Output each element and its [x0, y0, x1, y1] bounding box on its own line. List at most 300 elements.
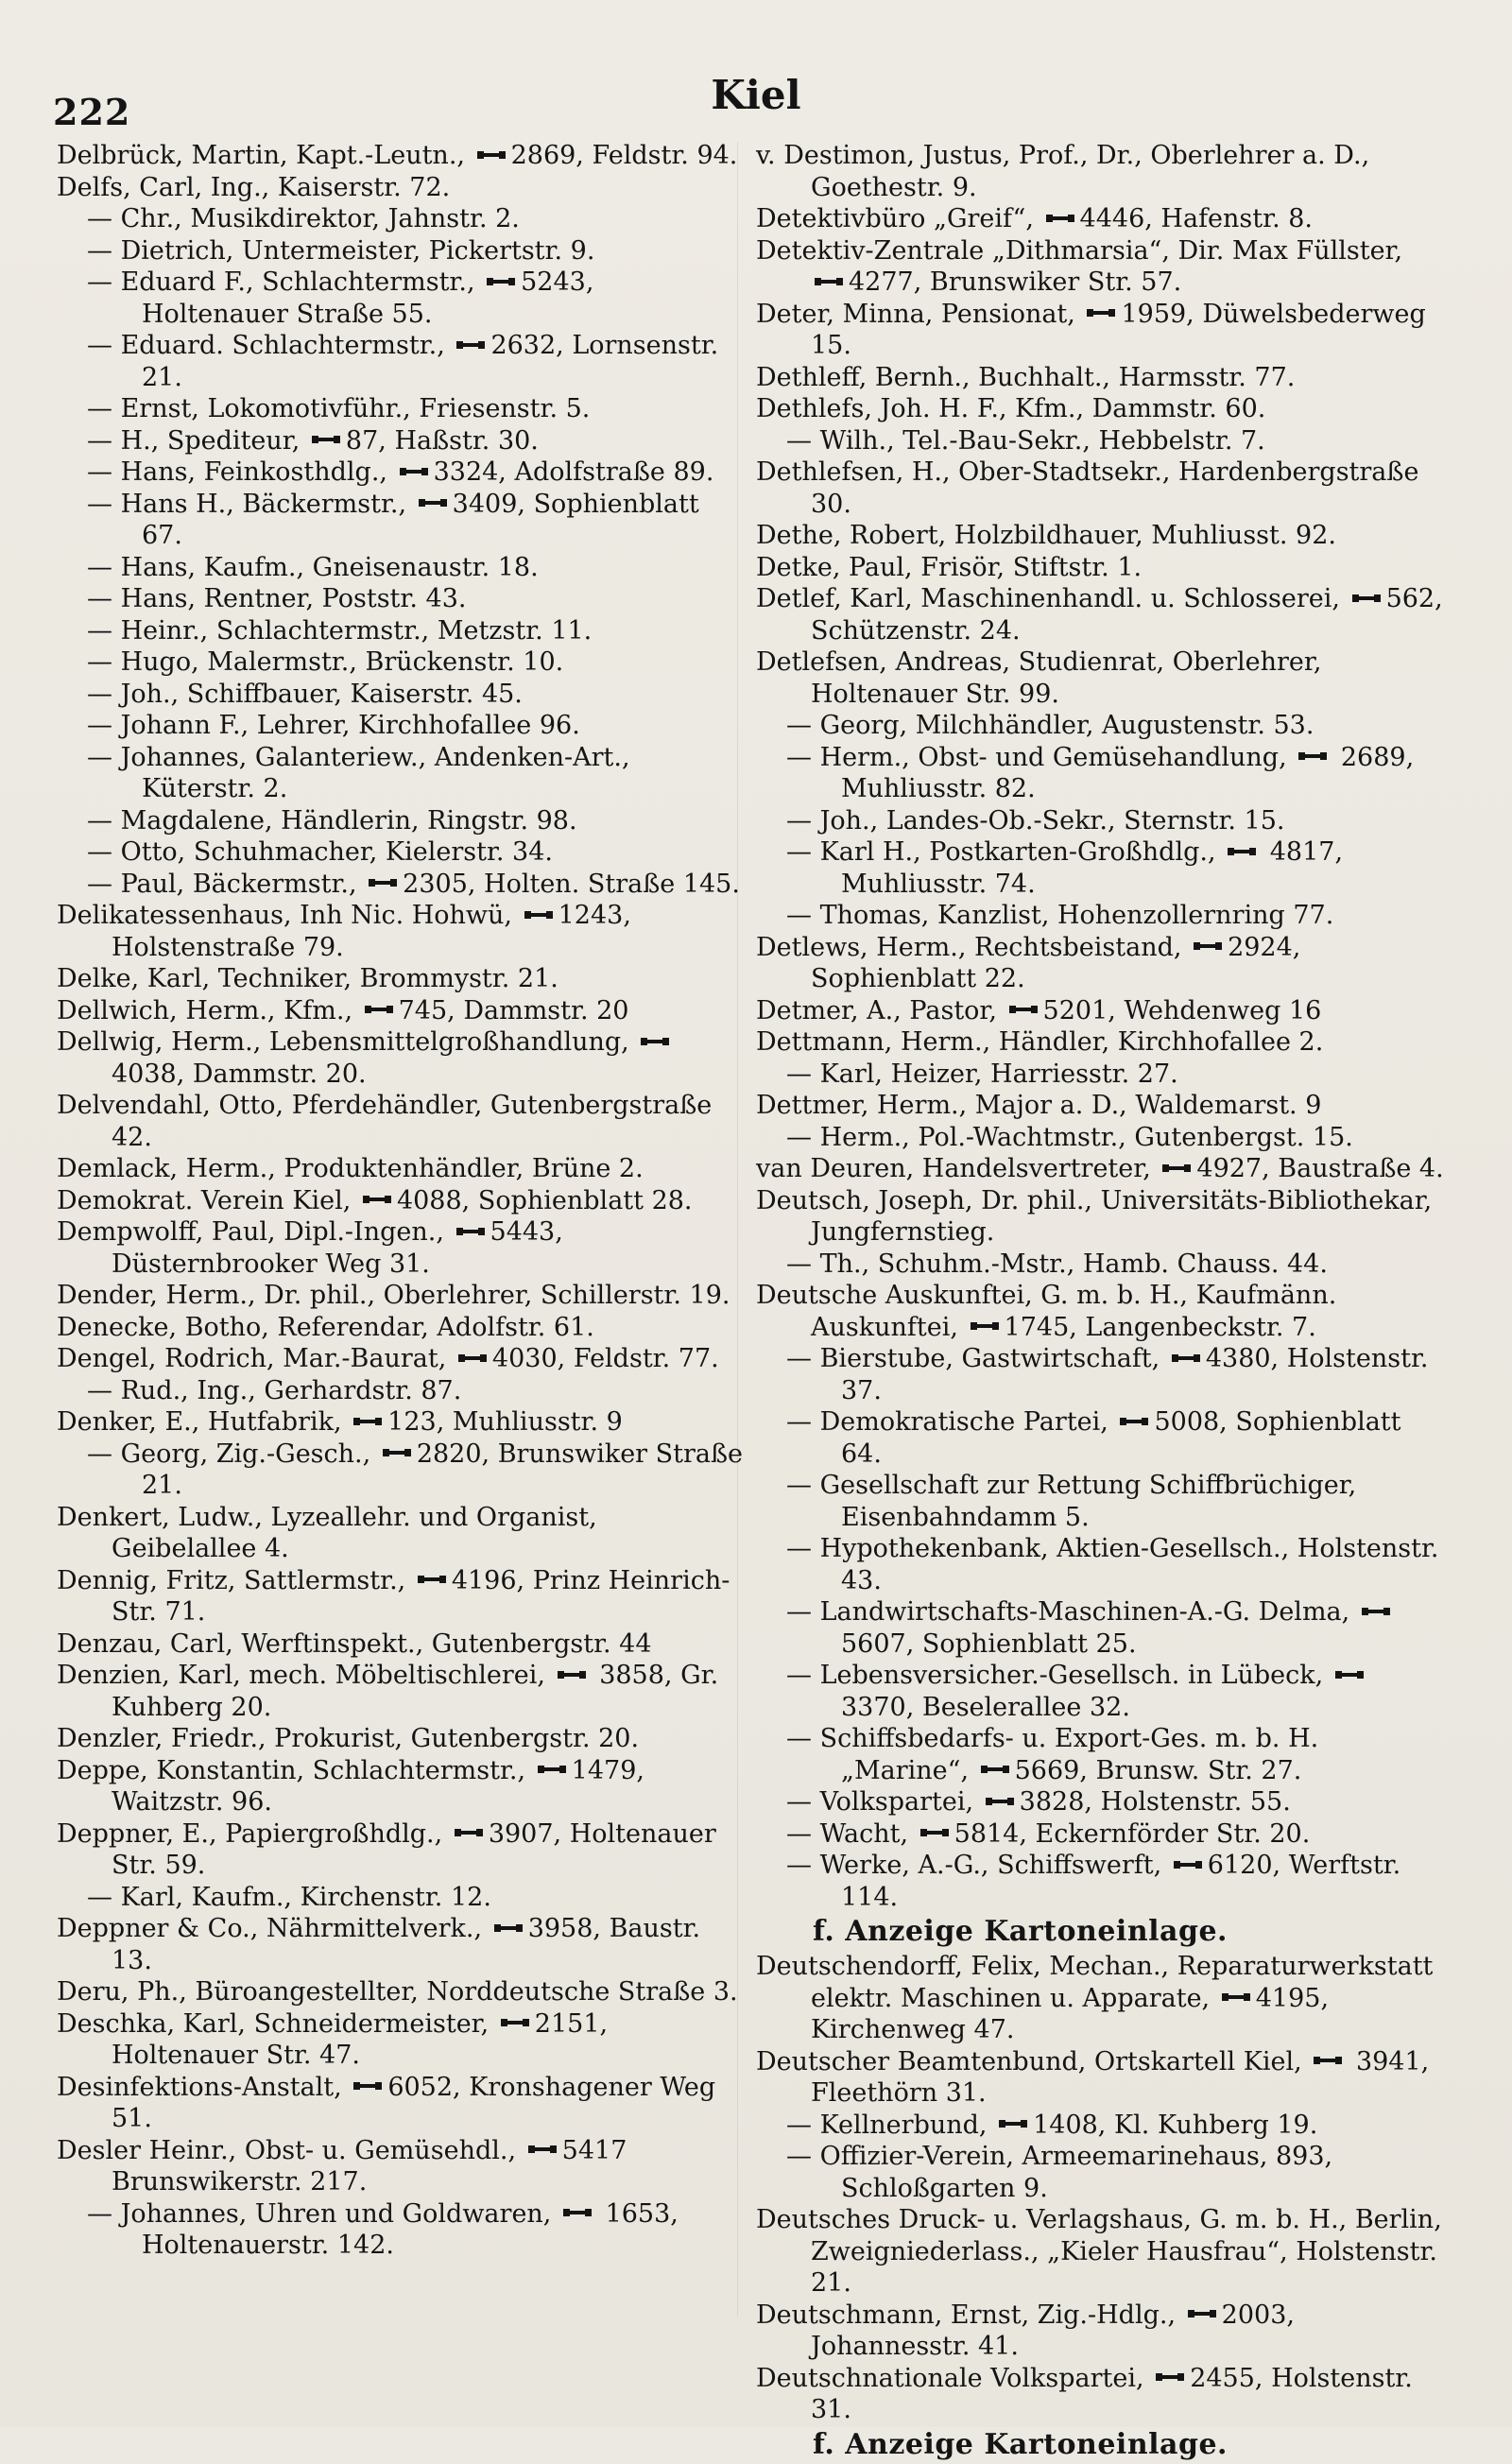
entry-text: Eduard F., Schlachtermstr.,	[120, 267, 475, 297]
directory-entry	[57, 963, 747, 995]
entry-text: Deter, Minna, Pensionat,	[756, 299, 1075, 329]
entry-text: Dennig, Fritz, Sattlermstr.,	[57, 1565, 406, 1595]
directory-subentry	[57, 805, 747, 837]
entry-address: Haßstr. 30.	[394, 425, 539, 456]
directory-entry	[756, 457, 1446, 520]
phone-number: 1408,	[1033, 2110, 1107, 2140]
phone-number: 2305,	[403, 869, 476, 899]
entry-text: Ernst, Lokomotivführ., Friesenstr. 5.	[120, 394, 591, 423]
phone-number: 5243,	[521, 267, 594, 297]
entry-address: Brunswiker Str. 57.	[929, 267, 1182, 297]
entry-text: Demokrat. Verein Kiel,	[57, 1185, 352, 1215]
telephone-icon	[1172, 1352, 1200, 1365]
entry-address: 3941, Fleethörn 31.	[811, 2046, 1430, 2108]
entry-address: Langenbeckstr. 7.	[1085, 1312, 1316, 1342]
telephone-icon	[501, 2016, 529, 2029]
directory-subentry	[57, 583, 747, 615]
telephone-icon	[1046, 212, 1074, 225]
phone-number: 1479,	[571, 1755, 644, 1785]
entry-address: Kronshagener Weg 51.	[112, 2072, 716, 2133]
running-header-city: Kiel	[711, 72, 801, 118]
entry-text: Offizier-Verein, Armeemarinehaus, 893, Schloßgarten 9.	[819, 2142, 1333, 2203]
directory-entry	[57, 2072, 747, 2135]
directory-entry	[57, 2135, 747, 2198]
phone-number: 4446,	[1079, 204, 1153, 233]
directory-subentry	[756, 805, 1446, 837]
phone-number: 5201,	[1042, 995, 1116, 1025]
directory-subentry	[756, 1818, 1446, 1851]
entry-text: Dettmer, Herm., Major a. D., Waldemarst. 9	[756, 1091, 1322, 1120]
entry-text: Detke, Paul, Frisör, Stiftstr. 1.	[756, 552, 1143, 582]
directory-entry	[57, 140, 747, 172]
entry-text: Paul, Bäckermstr.,	[120, 869, 357, 899]
directory-subentry	[57, 710, 747, 742]
entry-address: Sophienblatt 28.	[477, 1185, 693, 1215]
entry-address: Holten. Straße 145.	[484, 869, 740, 899]
telephone-icon	[353, 2079, 382, 2093]
entry-address: Johannesstr. 41.	[811, 2332, 1019, 2361]
entry-text: Denker, E., Hutfabrik,	[57, 1407, 342, 1437]
telephone-icon	[1362, 1605, 1390, 1618]
entry-text: Thomas, Kanzlist, Hohenzollernring 77.	[819, 901, 1334, 930]
directory-subentry	[57, 489, 747, 552]
entry-address: Wehdenweg 16	[1124, 995, 1322, 1025]
directory-subentry	[57, 836, 747, 869]
telephone-icon	[1087, 306, 1115, 319]
entry-text: Deppner, E., Papiergroßhdlg.,	[57, 1818, 443, 1849]
entry-text: Detlef, Karl, Maschinenhandl. u. Schlosserei,	[756, 584, 1340, 613]
phone-number: 3409,	[452, 489, 525, 519]
directory-entry	[756, 552, 1446, 584]
phone-number: 4380,	[1205, 1344, 1280, 1373]
phone-number: 2924,	[1228, 932, 1301, 962]
entry-text: Herm., Obst- und Gemüsehandlung,	[819, 742, 1287, 772]
entry-text: Joh., Schiffbauer, Kaiserstr. 45.	[120, 679, 523, 709]
entry-text: Johannes, Uhren und Goldwaren,	[120, 2198, 552, 2229]
telephone-icon	[353, 1415, 382, 1428]
directory-entry	[756, 393, 1446, 425]
entry-text: Karl, Heizer, Harriesstr. 27.	[819, 1059, 1178, 1089]
entry-text: Bierstube, Gastwirtschaft,	[819, 1344, 1160, 1373]
entry-text: Dettmann, Herm., Händler, Kirchhofallee 2.	[756, 1027, 1324, 1057]
telephone-icon	[312, 433, 340, 446]
directory-subentry	[57, 1375, 747, 1407]
directory-entry	[57, 1185, 747, 1217]
telephone-icon	[1314, 2054, 1342, 2067]
reference-note: f. Anzeige Kartoneinlage.	[813, 2427, 1228, 2461]
entry-text: H., Spediteur,	[120, 425, 301, 456]
phone-number: 5417	[561, 2135, 627, 2165]
directory-subentry	[756, 1596, 1446, 1660]
directory-entry	[756, 2046, 1446, 2110]
phone-number: 5443,	[490, 1217, 563, 1247]
directory-entry	[756, 2363, 1446, 2426]
phone-number: 2455,	[1190, 2363, 1263, 2393]
directory-subentry	[57, 615, 747, 647]
directory-entry	[756, 140, 1446, 203]
phone-number: 2820,	[416, 1439, 490, 1469]
telephone-icon	[1228, 845, 1256, 858]
telephone-icon	[418, 1573, 446, 1586]
directory-subentry	[57, 646, 747, 679]
directory-entry	[756, 1090, 1446, 1122]
directory-entry	[57, 1090, 747, 1153]
reference-note: f. Anzeige Kartoneinlage.	[813, 1915, 1228, 1948]
entry-address: Lornsenstr. 21.	[142, 331, 719, 392]
telephone-icon	[477, 148, 506, 162]
entry-text: Dellwich, Herm., Kfm.,	[57, 995, 353, 1025]
entry-address: Hafenstr. 8.	[1160, 204, 1313, 233]
telephone-icon	[641, 1035, 669, 1048]
telephone-icon	[986, 1795, 1014, 1808]
entry-text: Rud., Ing., Gerhardstr. 87.	[120, 1375, 462, 1405]
entry-address: Sophienblatt 64.	[841, 1407, 1401, 1469]
directory-subentry	[756, 2110, 1446, 2142]
directory-subentry	[57, 552, 747, 584]
phone-number: 1243,	[558, 901, 631, 930]
entry-text: Dempwolff, Paul, Dipl.-Ingen.,	[57, 1217, 444, 1247]
entry-text: Deutsch, Joseph, Dr. phil., Universitäts-Bibliothekar, Jungfernstieg.	[756, 1185, 1433, 1247]
entry-address: Kirchenweg 47.	[811, 2015, 1015, 2044]
telephone-icon	[458, 1352, 487, 1365]
directory-entry	[57, 900, 747, 963]
directory-entry	[756, 1185, 1446, 1249]
entry-address: Adolfstraße 89.	[514, 457, 714, 487]
directory-entry	[57, 1913, 747, 1976]
telephone-icon	[558, 1668, 586, 1681]
directory-subentry	[756, 1723, 1446, 1786]
entry-text: Lebensversicher.-Gesellsch. in Lübeck,	[819, 1661, 1324, 1690]
phone-number: 4088,	[396, 1185, 471, 1215]
phone-number: 3958,	[527, 1914, 601, 1943]
left-column	[57, 140, 747, 2262]
telephone-icon	[383, 1446, 411, 1459]
directory-subentry	[57, 235, 747, 267]
directory-subentry	[57, 679, 747, 711]
entry-address: Düwelsbederweg 15.	[811, 299, 1426, 360]
entry-text: Th., Schuhm.-Mstr., Hamb. Chauss. 44.	[819, 1249, 1328, 1279]
directory-subentry	[756, 1533, 1446, 1596]
entry-text: Dender, Herm., Dr. phil., Oberlehrer, Schillerstr. 19.	[57, 1281, 730, 1310]
directory-entry	[57, 1280, 747, 1312]
entry-text: Schiffsbedarfs- u. Export-Ges. m. b. H. „Marine“,	[819, 1724, 1319, 1785]
entry-text: Deutscher Beamtenbund, Ortskartell Kiel,	[756, 2046, 1302, 2076]
directory-subentry	[756, 425, 1446, 457]
telephone-icon	[981, 1763, 1009, 1776]
directory-entry	[57, 1628, 747, 1661]
directory-subentry	[756, 2141, 1446, 2204]
directory-entry	[57, 1026, 747, 1090]
telephone-icon	[363, 1193, 391, 1206]
entry-text: Dellwig, Herm., Lebensmittelgroßhandlung,	[57, 1027, 629, 1057]
entry-address: Dammstr. 20.	[192, 1059, 367, 1089]
entry-address: Sophienblatt 67.	[142, 489, 699, 550]
entry-text: Johann F., Lehrer, Kirchhofallee 96.	[120, 711, 580, 740]
entry-text: Deppe, Konstantin, Schlachtermstr.,	[57, 1755, 526, 1785]
directory-subentry	[57, 742, 747, 805]
entry-text: Detlews, Herm., Rechtsbeistand,	[756, 932, 1182, 962]
entry-text: Denkert, Ludw., Lyzeallehr. und Organist, Geibelallee 4.	[57, 1502, 597, 1563]
directory-subentry	[756, 1122, 1446, 1154]
entry-text: Landwirtschafts-Maschinen-A.-G. Delma,	[819, 1597, 1350, 1627]
directory-subentry	[756, 1470, 1446, 1533]
directory-subentry	[756, 900, 1446, 932]
entry-address: Werftstr. 114.	[841, 1851, 1401, 1912]
directory-entry	[756, 995, 1446, 1027]
entry-text: Dengel, Rodrich, Mar.-Baurat,	[57, 1344, 447, 1373]
phone-number: 4277,	[849, 267, 922, 297]
entry-text: Deutsches Druck- u. Verlagshaus, G. m. b. H., Berlin, Zweigniederlass., „Kieler Hausfrau“, Holstenstr. 21.	[756, 2205, 1442, 2298]
entry-text: Denecke, Botho, Referendar, Adolfstr. 61.	[57, 1312, 594, 1342]
telephone-icon	[1352, 592, 1381, 605]
entry-address: Brunsw. Str. 27.	[1095, 1755, 1302, 1785]
entry-text: Deutsche Auskunftei, G. m. b. H., Kaufmänn. Auskunftei,	[756, 1281, 1337, 1342]
entry-text: Dethlefsen, H., Ober-Stadtsekr., Hardenbergstraße 30.	[756, 457, 1419, 519]
directory-subentry	[57, 457, 747, 489]
directory-subentry	[756, 1850, 1446, 1913]
phone-number: 5669,	[1014, 1755, 1088, 1785]
telephone-icon	[369, 876, 397, 889]
telephone-icon	[999, 2117, 1027, 2130]
entry-text: Detektiv-Zentrale „Dithmarsia“, Dir. Max Füllster,	[756, 235, 1403, 266]
directory-entry	[57, 1660, 747, 1723]
entry-text: Dietrich, Untermeister, Pickertstr. 9.	[120, 235, 595, 266]
directory-entry	[57, 1216, 747, 1280]
entry-text: Denzien, Karl, mech. Möbeltischlerei,	[57, 1661, 546, 1690]
entry-text: van Deuren, Handelsvertreter,	[756, 1154, 1151, 1183]
directory-subentry	[57, 203, 747, 235]
entry-text: Deschka, Karl, Schneidermeister,	[57, 2008, 490, 2039]
directory-entry	[57, 1976, 747, 2008]
phone-number: 4927,	[1196, 1154, 1270, 1183]
entry-text: Johannes, Galanteriew., Andenken-Art., Küterstr. 2.	[120, 742, 630, 803]
entry-text: Hans H., Bäckermstr.,	[120, 489, 407, 519]
entry-text: Dethlefs, Joh. H. F., Kfm., Dammstr. 60.	[756, 394, 1266, 423]
entry-address: Baustraße 4.	[1278, 1154, 1444, 1183]
telephone-icon	[1156, 2370, 1184, 2384]
phone-number: 6120,	[1207, 1851, 1281, 1880]
entry-text: Deutschendorff, Felix, Mechan., Reparaturwerkstatt elektr. Maschinen u. Apparate,	[756, 1952, 1434, 2013]
phone-number: 2003,	[1221, 2300, 1295, 2330]
telephone-icon	[456, 1225, 485, 1238]
phone-number: 5607,	[841, 1628, 915, 1659]
entry-address: 3858, Gr. Kuhberg 20.	[112, 1661, 719, 1722]
entry-text: Joh., Landes-Ob.-Sekr., Sternstr. 15.	[819, 805, 1285, 836]
directory-subentry	[756, 1786, 1446, 1818]
directory-entry	[756, 932, 1446, 995]
entry-text: Delvendahl, Otto, Pferdehändler, Gutenbergstraße 42.	[57, 1091, 713, 1152]
entry-text: Detlefsen, Andreas, Studienrat, Oberlehrer, Holtenauer Str. 99.	[756, 647, 1322, 709]
telephone-icon	[419, 496, 447, 509]
entry-text: Heinr., Schlachtermstr., Metzstr. 11.	[120, 615, 593, 646]
directory-entry	[57, 2008, 747, 2072]
directory-entry	[756, 362, 1446, 394]
telephone-icon	[1174, 1858, 1202, 1871]
entry-text: Deppner & Co., Nährmittelverk.,	[57, 1914, 483, 1943]
entry-text: Gesellschaft zur Rettung Schiffbrüchiger, Eisenbahndamm 5.	[819, 1471, 1357, 1532]
phone-number: 123,	[387, 1407, 445, 1437]
entry-text: Herm., Pol.-Wachtmstr., Gutenbergst. 15.	[819, 1122, 1353, 1152]
phone-number: 4038,	[112, 1059, 185, 1089]
directory-subentry	[57, 1439, 747, 1502]
directory-subentry	[57, 393, 747, 425]
telephone-icon	[538, 1763, 566, 1776]
entry-text: Georg, Zig.-Gesch.,	[120, 1439, 371, 1469]
entry-text: Georg, Milchhändler, Augustenstr. 53.	[819, 711, 1314, 740]
telephone-icon	[1188, 2307, 1216, 2320]
telephone-icon	[400, 465, 428, 478]
entry-text: Hugo, Malermstr., Brückenstr. 10.	[120, 647, 564, 677]
directory-entry	[756, 2300, 1446, 2363]
directory-entry	[756, 583, 1446, 646]
entry-text: Hans, Feinkosthdlg.,	[120, 457, 387, 487]
telephone-icon	[1298, 750, 1327, 763]
entry-text: Hans, Kaufm., Gneisenaustr. 18.	[120, 552, 539, 582]
phone-number: 2632,	[490, 331, 564, 360]
phone-number: 3828,	[1019, 1787, 1092, 1817]
directory-entry	[57, 995, 747, 1027]
telephone-icon	[815, 275, 843, 288]
directory-subentry	[57, 425, 747, 457]
telephone-icon	[1162, 1162, 1191, 1175]
directory-subentry	[57, 267, 747, 330]
directory-entry	[756, 1026, 1446, 1059]
telephone-icon	[1120, 1415, 1148, 1428]
entry-text: Deutschnationale Volkspartei,	[756, 2363, 1144, 2393]
entry-address: Feldstr. 77.	[573, 1344, 719, 1373]
directory-subentry	[57, 330, 747, 393]
entry-text: Dethleff, Bernh., Buchhalt., Harmsstr. 77.	[756, 362, 1296, 392]
entry-text: Desler Heinr., Obst- u. Gemüsehdl.,	[57, 2135, 517, 2165]
directory-entry	[57, 1818, 747, 1882]
telephone-icon	[528, 2143, 557, 2156]
entry-text: Deru, Ph., Büroangestellter, Norddeutsche Straße 3.	[57, 1977, 738, 2007]
entry-text: Deutschmann, Ernst, Zig.-Hdlg.,	[756, 2300, 1177, 2330]
entry-text: Hans, Rentner, Poststr. 43.	[120, 584, 467, 613]
entry-address: Holstenstraße 79.	[112, 932, 344, 962]
directory-entry	[756, 2204, 1446, 2300]
entry-text: Delikatessenhaus, Inh Nic. Hohwü,	[57, 901, 513, 930]
directory-subentry	[57, 869, 747, 901]
directory-subentry	[756, 1343, 1446, 1406]
entry-text: Demokratische Partei,	[819, 1407, 1108, 1437]
entry-text: Delke, Karl, Techniker, Brommystr. 21.	[57, 964, 558, 993]
entry-text: Karl H., Postkarten-Großhdlg.,	[819, 837, 1216, 867]
entry-address: Prinz Heinrich-Str. 71.	[112, 1565, 730, 1627]
phone-number: 4030,	[491, 1344, 566, 1373]
entry-address: 3370, Beselerallee 32.	[841, 1692, 1130, 1722]
directory-entry	[57, 1565, 747, 1628]
phone-number: 562,	[1385, 584, 1443, 613]
telephone-icon	[456, 338, 485, 352]
directory-entry	[57, 1502, 747, 1565]
entry-address: 1653, Holtenauerstr. 142.	[142, 2198, 679, 2260]
phone-number: 5008,	[1154, 1407, 1228, 1437]
entry-address: Dammstr. 20	[463, 995, 629, 1025]
phone-number: 1745,	[1004, 1312, 1077, 1342]
directory-entry	[756, 203, 1446, 235]
entry-address: 4817, Muhliusstr. 74.	[841, 837, 1344, 899]
entry-text: Desinfektions-Anstalt,	[57, 2072, 342, 2102]
entry-text: Hypothekenbank, Aktien-Gesellsch., Holstenstr. 43.	[819, 1534, 1439, 1595]
telephone-icon	[971, 1319, 999, 1333]
directory-entry	[756, 235, 1446, 299]
entry-text: Eduard. Schlachtermstr.,	[120, 331, 445, 360]
entry-address: Holstenstr. 37.	[841, 1344, 1429, 1405]
directory-subentry	[756, 836, 1446, 900]
directory-entry	[756, 1153, 1446, 1185]
directory-entry	[756, 520, 1446, 552]
directory-entry	[756, 646, 1446, 710]
phone-number: 2869,	[510, 141, 584, 170]
right-column	[756, 140, 1446, 2464]
entry-text: Demlack, Herm., Produktenhändler, Brüne 2.	[57, 1154, 644, 1183]
directory-entry	[57, 1312, 747, 1344]
telephone-icon	[1194, 939, 1222, 953]
entry-text: Werke, A.-G., Schiffswerft,	[819, 1851, 1162, 1880]
entry-address: Baustr. 13.	[112, 1914, 701, 1975]
entry-text: Detmer, A., Pastor,	[756, 995, 997, 1025]
phone-number: 3324,	[433, 457, 507, 487]
directory-subentry	[756, 1660, 1446, 1723]
telephone-icon	[1335, 1668, 1364, 1681]
entry-text: Volkspartei,	[819, 1787, 974, 1817]
entry-text: Denzau, Carl, Werftinspekt., Gutenbergstr. 44	[57, 1628, 652, 1659]
entry-text: Chr., Musikdirektor, Jahnstr. 2.	[120, 204, 520, 233]
entry-text: Dethe, Robert, Holzbildhauer, Muhliusst. 92.	[756, 521, 1336, 550]
directory-subentry	[756, 710, 1446, 742]
phone-number: 6052,	[387, 2072, 461, 2102]
entry-text: Delfs, Carl, Ing., Kaiserstr. 72.	[57, 172, 451, 202]
directory-subentry	[756, 1249, 1446, 1281]
entry-address: Brunswikerstr. 217.	[112, 2167, 368, 2197]
entry-text: Otto, Schuhmacher, Kielerstr. 34.	[120, 837, 553, 867]
entry-address: Eckernförder Str. 20.	[1035, 1818, 1311, 1849]
directory-entry	[57, 1343, 747, 1375]
telephone-icon	[494, 1921, 523, 1935]
entry-address: Holstenstr. 31.	[811, 2363, 1413, 2424]
directory-entry	[57, 1153, 747, 1185]
entry-text: Karl, Kaufm., Kirchenstr. 12.	[120, 1882, 491, 1912]
phone-number: 1959,	[1121, 299, 1194, 329]
directory-subentry	[57, 2198, 747, 2262]
directory-entry	[57, 1755, 747, 1818]
telephone-icon	[455, 1826, 483, 1839]
entry-address: Brunswiker Straße 21.	[142, 1439, 744, 1500]
entry-address: Feldstr. 94.	[592, 141, 738, 170]
phone-number: 4196,	[451, 1565, 525, 1595]
page-number: 222	[53, 91, 131, 133]
entry-address: Holtenauer Straße 55.	[142, 299, 433, 329]
entry-address: Düsternbrooker Weg 31.	[112, 1249, 430, 1279]
directory-entry	[756, 299, 1446, 362]
telephone-icon	[365, 1003, 393, 1016]
phone-number: 3907,	[488, 1818, 562, 1849]
entry-text: Wilh., Tel.-Bau-Sekr., Hebbelstr. 7.	[819, 425, 1265, 456]
directory-entry	[57, 1723, 747, 1755]
telephone-icon	[487, 275, 515, 288]
entry-address: Kl. Kuhberg 19.	[1113, 2110, 1318, 2140]
entry-address: Holtenauer Str. 59.	[112, 1818, 716, 1880]
directory-entry	[57, 172, 747, 204]
entry-address: Sophienblatt 22.	[811, 964, 1025, 993]
directory-subentry	[756, 1059, 1446, 1091]
directory-entry	[57, 1406, 747, 1439]
phone-number: 4195,	[1255, 1983, 1330, 2013]
entry-address: Muhliusstr. 9	[452, 1407, 623, 1437]
telephone-icon	[920, 1826, 949, 1839]
entry-address: Waitzstr. 96.	[112, 1787, 272, 1817]
